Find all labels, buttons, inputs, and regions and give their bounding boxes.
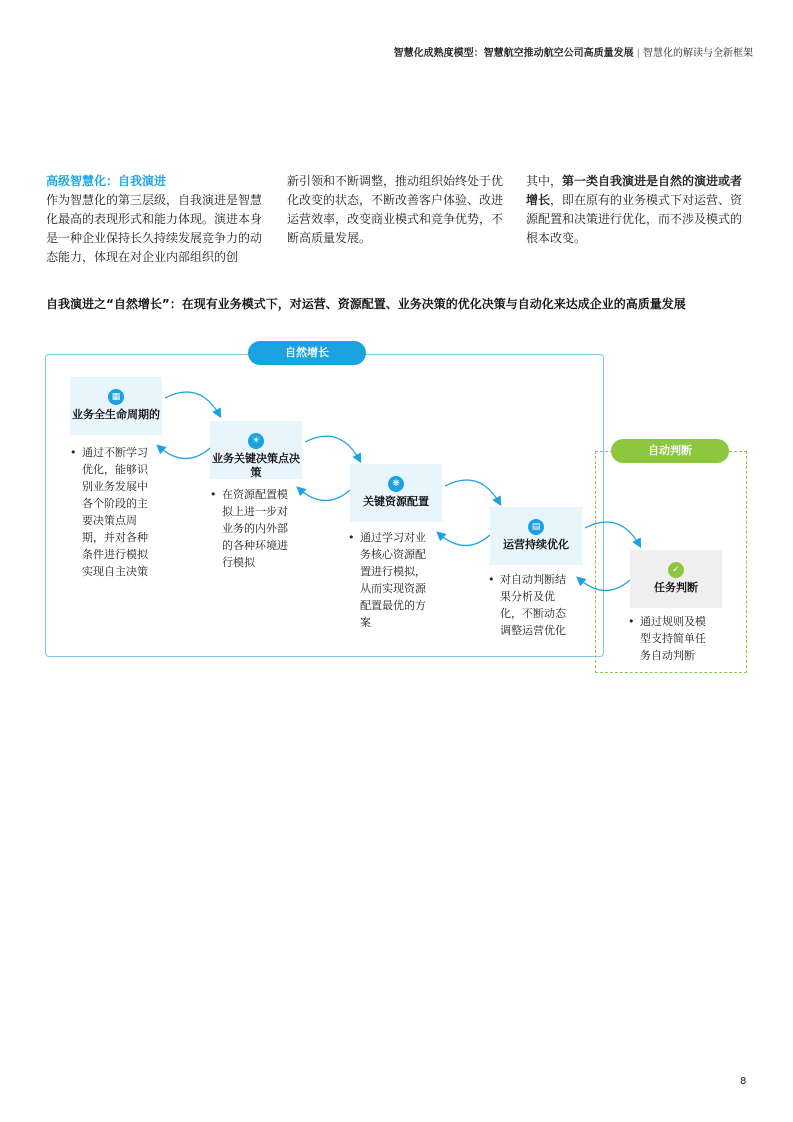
arrow-forward-3: [445, 480, 500, 504]
header-separator: |: [636, 48, 640, 59]
step-key-decision-bullet: • 在资源配置模拟上进一步对业务的内外部的各种环境进行模拟: [210, 486, 290, 571]
checkbox-icon: ✓: [668, 562, 684, 578]
arrow-forward-2: [305, 436, 360, 461]
step-task-judgment-label: 任务判断: [654, 581, 698, 594]
step-task-judgment: [630, 550, 722, 608]
step-key-decision: [210, 421, 302, 479]
page-number: 8: [740, 1076, 747, 1087]
intro-col3-prefix: 其中，: [526, 174, 563, 188]
section-title: 自我演进之“自然增长”：在现有业务模式下，对运营、资源配置、业务决策的优化决策与自动化来达成企业的高质量发展: [46, 297, 686, 311]
step-resource-allocation: [350, 464, 442, 522]
intro-col1-text: 作为智慧化的第三层级，自我演进是智慧化最高的表现形式和能力体现。演进本身是一种企业保持长久持续发展竞争力的动态能力，体现在对企业内部组织的创: [46, 193, 263, 264]
calendar-icon: ▤: [528, 519, 544, 535]
header-subtitle: 智慧化的解读与全新框架: [643, 48, 753, 59]
brain-icon: ❋: [388, 476, 404, 492]
arrow-back-2: [298, 488, 350, 501]
step-task-judgment-bullet: • 通过规则及模型支持简单任务自动判断: [628, 613, 716, 664]
chart-icon: ▦: [108, 389, 124, 405]
arrow-back-4: [578, 578, 630, 591]
step-operations: [490, 507, 582, 565]
arrow-forward-4: [585, 522, 640, 546]
arrow-forward-1: [165, 392, 220, 416]
step-lifecycle: [70, 377, 162, 435]
natural-growth-label: 自然增长: [248, 341, 366, 365]
header-title: 智慧化成熟度模型：智慧航空推动航空公司高质量发展: [393, 48, 634, 59]
step-resource-allocation-bullet: • 通过学习对业务核心资源配置进行模拟，从而实现资源配置最优的方案: [348, 529, 434, 631]
intro-heading: 高级智慧化：自我演进: [46, 174, 167, 188]
intro-col3-bold: 第一类自我演进是自然的演进或者增长: [526, 174, 743, 207]
step-operations-bullet: • 对自动判断结果分析及优化，不断动态调整运营优化: [488, 571, 574, 639]
step-lifecycle-bullet: • 通过不断学习优化，能够识别业务发展中各个阶段的主要决策点周期，并对各种条件进行模拟实现自主决策: [70, 444, 158, 580]
intro-col2-text: 新引领和不断调整，推动组织始终处于优化改变的状态，不断改善客户体验、改进运营效率，改变商业模式和竞争优势，不断高质量发展。: [287, 174, 504, 245]
intro-col3-suffix: ，即在原有的业务模式下对运营、资源配置和决策进行优化，而不涉及模式的根本改变。: [526, 193, 743, 245]
lightbulb-icon: ☀: [248, 433, 264, 449]
step-lifecycle-label: 业务全生命周期的: [72, 408, 160, 421]
step-resource-allocation-label: 关键资源配置: [363, 495, 429, 508]
arrow-back-3: [438, 533, 490, 546]
arrow-back-1: [158, 446, 210, 459]
step-key-decision-label: 业务关键决策点决策: [212, 452, 300, 479]
auto-judgment-label: 自动判断: [611, 439, 729, 463]
step-operations-label: 运营持续优化: [503, 538, 569, 551]
